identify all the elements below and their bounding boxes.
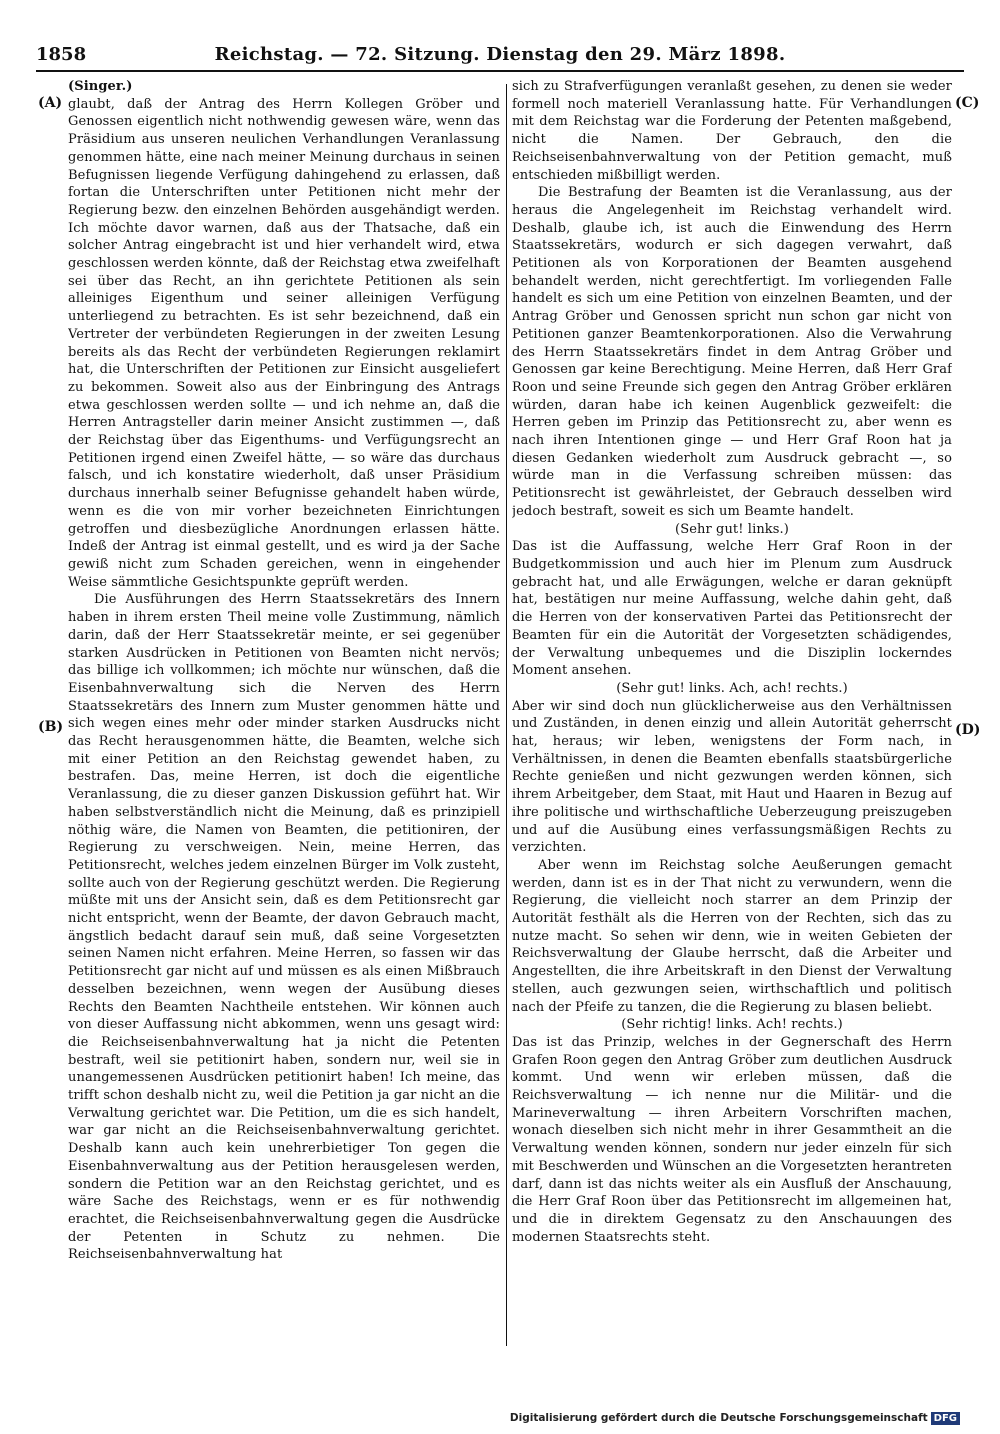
speaker-name: (Singer.) bbox=[68, 79, 133, 94]
margin-mark-b: (B) bbox=[38, 719, 64, 735]
interjection: (Sehr gut! links.) bbox=[675, 521, 789, 537]
column-divider bbox=[506, 84, 507, 1346]
right-column bbox=[512, 78, 952, 1346]
margin-mark-c: (C) bbox=[955, 95, 980, 111]
paragraph: sich zu Strafverfügungen veranlaßt gesehen, zu denen sie weder formell noch materiell Veranlassung hatte. Für Verhandlungen mit dem Reichstag war die Forderung der Petenten maßgebend, nicht die Namen. Der Gebrauch, den die Reichseisenbahnverwaltung von der Petition gemacht, muß entschieden mißbilligt werden. bbox=[512, 79, 952, 183]
interjection: (Sehr gut! links. Ach, ach! rechts.) bbox=[616, 680, 848, 696]
paragraph: Das ist die Auffassung, welche Herr Graf Roon in der Budgetkommission und auch hier im Plenum zum Ausdruck gebracht hat, und alle Erwägungen, welche er daran geknüpft hat, bestätigen nur meine Auffassung, welche dahin geht, daß die Herren von der konservativen Partei das Petitionsrecht der Beamten für ein die Autorität der Vorgesetzten schädigendes, der Verwaltung unbequemes und die Disziplin lockerndes Moment ansehen. bbox=[512, 539, 952, 679]
paragraph: Aber wir sind doch nun glücklicherweise aus den Verhältnissen und Zuständen, in denen einzig und allein Autorität geherrscht hat, heraus; wir leben, wenigstens der Form nach, in Verhältnissen, in denen die Beamten ebenfalls staatsbürgerliche Rechte genießen und nicht gezwungen werden können, sich ihrem Arbeitgeber, dem Staat, mit Haut und Haaren in Bezug auf ihre politische und wirthschaftliche Ueberzeugung preiszugeben und auf die Ausübung eines verfassungsmäßigen Rechts zu verzichten. bbox=[512, 698, 952, 856]
paragraph: Die Bestrafung der Beamten ist die Veranlassung, aus der heraus die Angelegenheit im Reichstag verhandelt wird. Deshalb, glaube ich, ist auch die Einwendung des Herrn Staatssekretärs, wodurch er sich dagegen verwahrt, daß Petitionen als von Korporationen der Beamten ausgehend behandelt werden, nicht gerechtfertigt. Im vorliegenden Falle handelt es sich um eine Petition von einzelnen Beamten, und der Antrag Gröber und Genossen spricht nun schon gar nicht von Petitionen ganzer Beamtenkorporationen. Also die Verwahrung des Herrn Staatssekretärs findet in dem Antrag Gröber und Genossen gar keine Berechtigung. Meine Herren, daß Herr Graf Roon und seine Freunde sich gegen den Antrag Gröber erklären würden, daran habe ich keinen Augenblick gezweifelt: die Herren geben im Prinzip das Petitionsrecht zu, aber wenn es nach ihren Intentionen ginge — und Herr Graf Roon hat ja diesen Gedanken wiederholt zum Ausdruck gebracht —, so würde man in die Verfassung schreiben müssen: das Petitionsrecht ist gewährleistet, der Gebrauch desselben wird jedoch bestraft, soweit es sich um Beamte handelt. bbox=[512, 185, 952, 519]
margin-mark-a: (A) bbox=[38, 95, 63, 111]
funding-note: Digitalisierung gefördert durch die Deutsche Forschungsgemeinschaft bbox=[509, 1412, 928, 1424]
header-rule bbox=[36, 70, 964, 72]
interjection: (Sehr richtig! links. Ach! rechts.) bbox=[621, 1017, 843, 1033]
page-header bbox=[36, 44, 964, 70]
paragraph: Die Ausführungen des Herrn Staatssekretärs des Innern haben in ihrem ersten Theil meine volle Zustimmung, nämlich darin, daß der Herr Staatssekretär meinte, er sei gegenüber starken Ausdrücken in Petitionen von Beamten nicht nervös; das billige ich vollkommen; ich möchte nur wünschen, daß die Eisenbahnverwaltung sich die Nerven des Herrn Staatssekretärs des Innern zum Muster genommen hätte und sich wegen eines mehr oder minder starken Ausdrucks nicht das Recht herausgenommen hätte, die Beamten, welche sich mit einer Petition an den Reichstag gewendet haben, zu bestrafen. Das, meine Herren, ist doch die eigentliche Veranlassung, die zu dieser ganzen Diskussion geführt hat. Wir haben selbstverständlich nicht die Meinung, daß es prinzipiell nöthig wäre, die Namen von Beamten, die petitioniren, der Regierung zu verschweigen. Nein, meine Herren, das Petitionsrecht, welches jedem einzelnen Bürger im Volk zusteht, sollte auch von der Regierung geschützt werden. Die Regierung müßte mit uns der Ansicht sein, daß es dem Petitionsrecht gar nicht entspricht, wenn der Beamte, der davon Gebrauch macht, ängstlich bedacht darauf sein muß, daß seine Vorgesetzten seinen Namen nicht erfahren. Meine Herren, so fassen wir das Petitionsrecht gar nicht auf und müssen es als einen Mißbrauch desselben bezeichnen, wenn wegen der Ausübung dieses Rechts den Beamten Nachtheile entstehen. Wir können auch von dieser Auffassung nicht abkommen, wenn uns gesagt wird: die Reichseisenbahnverwaltung hat ja nicht die Petenten bestraft, weil sie petitionirt haben, sondern nur, weil sie in unangemessenen Ausdrücken petitionirt haben! Ich meine, das trifft schon deshalb nicht zu, weil die Petition ja gar nicht an die Verwaltung gerichtet war. Die Petition, um die es sich handelt, war gar nicht an die Reichseisenbahnverwaltung gerichtet. Deshalb kann auch kein unehrerbietiger Ton gegen die Eisenbahnverwaltung aus der Petition herausgelesen werden, sondern die Petition war an den Reichstag gerichtet, und es wäre Sache des Reichstags, wenn er es für nothwendig erachtet, die Reichseisenbahnverwaltung gegen die Ausdrücke der Petenten in Schutz zu nehmen. Die Reichseisenbahnverwaltung hat bbox=[68, 592, 500, 1263]
funding-footer bbox=[510, 1412, 960, 1425]
paragraph: Aber wenn im Reichstag solche Aeußerungen gemacht werden, dann ist es in der That nicht zu verwundern, wenn die Regierung, die vielleicht noch starrer an dem Prinzip der Autorität festhält als die Herren von der Rechten, sich das zu nutze macht. So sehen wir denn, wie in weiten Gebieten der Reichsverwaltung der Glaube herrscht, daß die Arbeiter und Angestellten, die ihre Arbeitskraft in den Dienst der Verwaltung stellen, auch gezwungen seien, wirthschaftlich und politisch nach der Pfeife zu tanzen, die die Regierung zu blasen beliebt. bbox=[512, 857, 952, 1015]
page-number: 1858 bbox=[36, 44, 87, 65]
left-column bbox=[68, 78, 500, 1346]
running-title: Reichstag. — 72. Sitzung. Dienstag den 29. März 1898. bbox=[214, 44, 786, 65]
paragraph: glaubt, daß der Antrag des Herrn Kollegen Gröber und Genossen eigentlich nicht nothwendig gewesen wäre, wenn das Präsidium aus unseren neulichen Verhandlungen Veranlassung genommen hätte, eine nach meiner Meinung durchaus in seinen Befugnissen liegende Verfügung dahingehend zu erlassen, daß fortan die Unterschriften unter Petitionen nicht mehr der Regierung bezw. den einzelnen Behörden ausgehändigt werden. Ich möchte davor warnen, daß aus der Thatsache, daß ein solcher Antrag eingebracht ist und hier verhandelt wird, etwa geschlossen werden könnte, daß der Reichstag etwa zweifelhaft sei über das Recht, an ihn gerichtete Petitionen als sein alleiniges Eigenthum und seiner alleinigen Verfügung unterliegend zu betrachten. Es ist sehr bezeichnend, daß ein Vertreter der verbündeten Regierungen in der zweiten Lesung bereits als das Recht der verbündeten Regierungen reklamirt hat, die Unterschriften der Petitionen zur Einsicht ausgeliefert zu bekommen. Soweit also aus der Einbringung des Antrags etwa geschlossen werden sollte — und ich nehme an, daß die Herren Antragsteller darin meiner Ansicht zustimmen —, daß der Reichstag über das Eigenthums- und Verfügungsrecht an Petitionen irgend einen Zweifel hätte, — so wäre das durchaus falsch, und ich konstatire wiederholt, daß unser Präsidium durchaus innerhalb seiner Befugnisse gehandelt haben würde, wenn es die von mir vorher bezeichneten Einrichtungen getroffen und diesbezügliche Anordnungen erlassen hätte. Indeß der Antrag ist einmal gestellt, und es wird ja der Sache gewiß nicht zum Schaden gereichen, wenn in eingehender Weise sämmtliche Gesichtspunkte geprüft werden. bbox=[68, 96, 500, 590]
paragraph: Das ist das Prinzip, welches in der Gegnerschaft des Herrn Grafen Roon gegen den Antrag Gröber zum deutlichen Ausdruck kommt. Und wenn wir erleben müssen, daß die Reichsverwaltung — ich nenne nur die Militär- und die Marineverwaltung — ihren Arbeitern Vorschriften machen, wonach dieselben sich nicht mehr in ihrer Gesammtheit an die Verwaltung wenden können, sondern nur jeder einzeln für sich mit Beschwerden und Wünschen an die Vorgesetzten herantreten darf, dann ist das nichts weiter als ein Ausfluß der Anschauung, die Herr Graf Roon über das Petitionsrecht im allgemeinen hat, und die in direktem Gegensatz zu den Anschauungen des modernen Staatsrechts steht. bbox=[512, 1034, 952, 1245]
dfg-logo: DFG bbox=[931, 1412, 960, 1425]
margin-mark-d: (D) bbox=[955, 722, 981, 738]
